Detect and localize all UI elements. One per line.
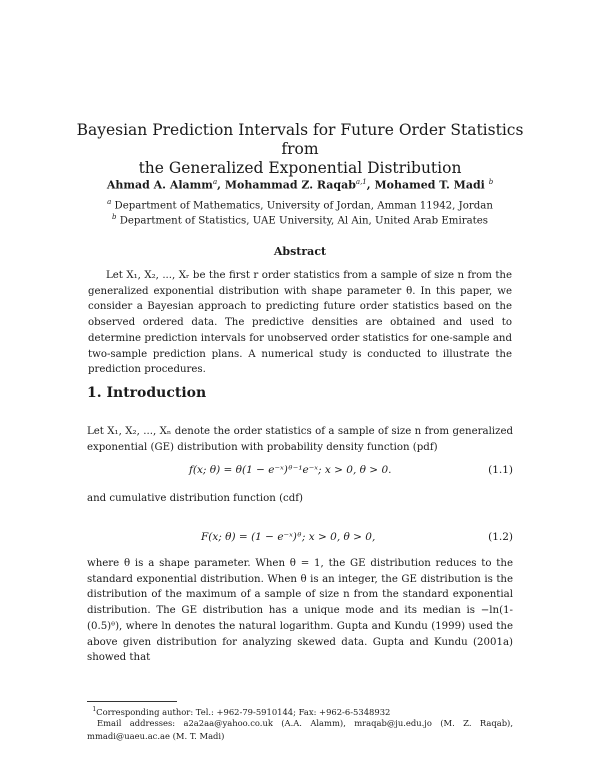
intro-paragraph-1: Let X₁, X₂, ..., Xₙ denote the order statistics of a sample of size n from generalized exponential (GE) distribution with probability density function (pdf)	[87, 426, 513, 453]
section-heading-introduction: 1. Introduction	[87, 385, 207, 401]
author-2: Mohammad Z. Raqab	[224, 178, 356, 192]
equation-1-1-expression: f(x; θ) = θ(1 − e⁻ˣ)ᶿ⁻¹e⁻ˣ; x > 0, θ > 0.	[189, 464, 392, 476]
author-1-affil: a	[212, 178, 218, 186]
affiliation-a	[60, 198, 540, 211]
equation-1-2-number: (1.2)	[488, 531, 513, 543]
intro-paragraph-2: and cumulative distribution function (cdf)	[87, 493, 304, 504]
title-line-2: the Generalized Exponential Distribution	[138, 159, 462, 177]
footnote-email: Email addresses: a2a2aa@yahoo.co.uk (A.A. Alamm), mraqab@ju.edu.jo (M. Z. Raqab), mmadi@uaeu.ac.ae (M. T. Madi)	[87, 718, 513, 741]
abstract-heading: Abstract	[273, 245, 327, 258]
equation-1-1	[87, 464, 513, 480]
intro-paragraph-3: where θ is a shape parameter. When θ = 1, the GE distribution reduces to the standard exponential distribution. When θ is an integer, the GE distribution is the distribution of the maximum of a sample of size n from the standard exponential distribution. The GE distribution has a unique mode and its median is −ln(1-(0.5)ᶿ), where ln denotes the natural logarithm. Gupta and Kundu (1999) used the above given distribution for analyzing skewed data. Gupta and Kundu (2001a) showed that	[87, 558, 513, 664]
affiliation-a-text: Department of Mathematics, University of Jordan, Amman 11942, Jordan	[114, 200, 493, 212]
title-line-1: Bayesian Prediction Intervals for Future Order Statistics from	[76, 121, 524, 158]
author-1: Ahmad A. Alamm	[106, 178, 213, 192]
abstract-body: Let X₁, X₂, ..., Xᵣ be the first r order statistics from a sample of size n from the generalized exponential distribution with shape parameter θ. In this paper, we consider a Bayesian approach to predicting future order statistics based on the observed ordered data. The predictive densities are obtained and used to determine prediction intervals for unobserved order statistics for one-sample and two-sample prediction plans. A numerical study is conducted to illustrate the prediction procedures.	[88, 270, 512, 376]
equation-1-2	[87, 531, 513, 547]
affiliation-b	[60, 213, 540, 226]
affiliation-a-mark: a	[107, 198, 112, 206]
paper-title	[60, 121, 540, 178]
author-2-affil: a,1	[355, 178, 367, 186]
author-3-affil: b	[488, 178, 494, 186]
equation-1-2-expression: F(x; θ) = (1 − e⁻ˣ)ᶿ; x > 0, θ > 0,	[201, 531, 376, 543]
footnote-rule	[87, 701, 177, 702]
author-list: Ahmad A. Alamm$^a$, Mohammad Z. Raqab$^{a,1}$, Mohamed T. Madi $^b$	[106, 178, 494, 192]
equation-1-1-number: (1.1)	[488, 464, 513, 476]
footnote-1-mark: 1	[92, 706, 97, 713]
author-3: Mohamed T. Madi	[374, 178, 485, 192]
affiliation-b-mark: b	[111, 213, 117, 221]
affiliation-b-text: Department of Statistics, UAE University, Al Ain, United Arab Emirates	[119, 215, 489, 227]
footnote-1-text: Corresponding author: Tel.: +962-79-5910144; Fax: +962-6-5348932	[96, 706, 391, 717]
